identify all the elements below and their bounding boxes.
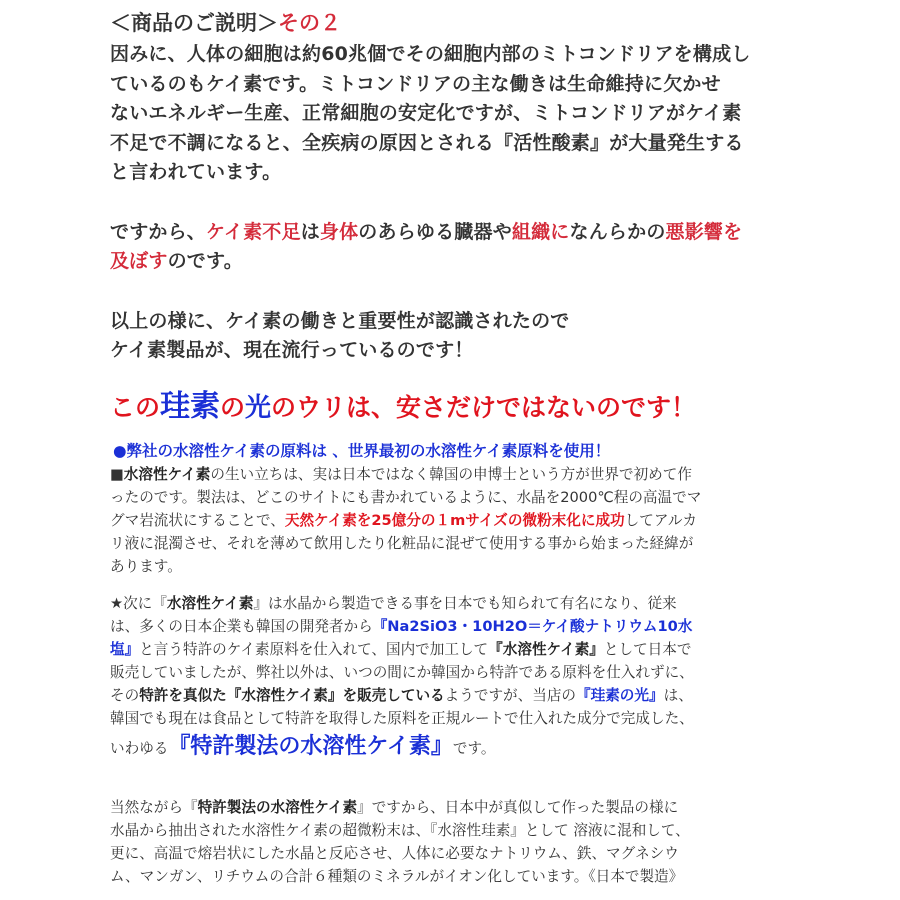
para-line: ったのです。製法は、どこのサイトにも書かれているように、水晶を2000℃程の高温でマ	[110, 488, 702, 506]
heading-prefix: ＜商品のご説明＞	[110, 11, 278, 35]
highlight: 悪影響を	[665, 220, 743, 243]
para-line: 韓国でも現在は食品として特許を取得した原料を正規ルートで仕入れた成分で完成した、	[110, 709, 694, 727]
bold-term: 水溶性ケイ素	[123, 465, 211, 483]
text: のあらゆる臓器や	[358, 220, 512, 243]
text: してアルカ	[624, 511, 698, 529]
highlight: 及ぼす	[110, 250, 168, 272]
para-line: 更に、高温で熔岩状にした水晶と反応させ、人体に必要なナトリウム、鉄、マグネシウ	[110, 844, 679, 862]
para-line: 水晶から抽出された水溶性ケイ素の超微粉末は、『水溶性珪素』として 溶液に混和して、	[110, 821, 690, 839]
bold-term: 特許を真似た『水溶性ケイ素』を販売している	[139, 686, 445, 704]
text: は	[300, 220, 320, 243]
subheading: ●弊社の水溶性ケイ素の原料は 、世界最初の水溶性ケイ素原料を使用！	[113, 441, 611, 460]
intro-line: ているのもケイ素です。ミトコンドリアの主な働きは生命維持に欠かせ	[110, 72, 721, 95]
intro-paragraph	[110, 40, 790, 188]
headline-text: の	[220, 392, 246, 422]
para-line	[110, 592, 790, 615]
effect-line	[110, 247, 790, 277]
brand-word: 珪素	[160, 388, 221, 424]
section-heading	[110, 8, 790, 38]
para-line	[110, 730, 790, 766]
text: は、多くの日本企業も韓国の開発者から	[110, 617, 373, 635]
effect-line	[110, 218, 790, 248]
highlight: 身体	[319, 220, 359, 243]
intro-line: と言われています。	[110, 161, 282, 183]
text: のです。	[167, 250, 243, 272]
manufacturing-paragraph	[110, 796, 790, 888]
heading-accent: その２	[278, 11, 341, 35]
text: と言う特許のケイ素原料を仕入れて、国内で加工して	[139, 640, 489, 658]
chemical-formula: 塩』	[110, 640, 140, 658]
text: として日本で	[603, 640, 692, 658]
highlight: 天然ケイ素を25億分の１mサイズの微粉末化に成功	[284, 511, 625, 529]
text: は、	[663, 686, 693, 704]
bold-term: 水溶性ケイ素	[166, 594, 254, 612]
text: グマ岩流状にすることで、	[110, 511, 285, 529]
para-line	[110, 509, 790, 532]
bold-term: 『水溶性ケイ素』	[488, 640, 604, 658]
summary-line: 以上の様に、ケイ素の働きと重要性が認識されたので	[110, 309, 570, 332]
bullet: ■	[110, 465, 124, 483]
para-line: あります。	[110, 557, 182, 575]
intro-line: 因みに、人体の細胞は約60兆個でその細胞内部のミトコンドリアを構成し	[110, 43, 751, 65]
text: 当然ながら『	[110, 798, 198, 816]
para-line	[110, 796, 790, 819]
brand-name: 『珪素の光』	[576, 686, 664, 704]
headline	[110, 384, 790, 430]
text: いわゆる	[110, 739, 169, 757]
text: ですから、	[110, 220, 207, 243]
text: ★次に『	[110, 594, 167, 612]
para-line	[110, 463, 790, 486]
para-line	[110, 638, 790, 661]
highlight: ケイ素不足	[206, 220, 301, 243]
text: 』ですから、日本中が真似して作った製品の様に	[357, 798, 679, 816]
highlight: 組織に	[511, 220, 570, 243]
text: です。	[452, 739, 496, 757]
effect-paragraph	[110, 218, 790, 277]
intro-line: 不足で不調になると、全疾病の原因とされる『活性酸素』が大量発生する	[110, 131, 744, 154]
headline-text: この	[110, 392, 161, 422]
bold-term: 特許製法の水溶性ケイ素	[197, 798, 358, 816]
para-line: リ液に混濁させ、それを薄めて飲用したり化粧品に混ぜて使用する事から始まった経緯が	[110, 534, 694, 552]
chemical-formula: 『Na2SiO3・10H2O＝ケイ酸ナトリウム10水	[372, 617, 693, 635]
patent-paragraph	[110, 592, 790, 766]
brand-word: 光	[245, 392, 272, 423]
para-line: 販売していましたが、弊社以外は、いつの間にか韓国から特許である原料を仕入れずに、	[110, 663, 694, 681]
text: の生い立ちは、実は日本ではなく韓国の申博士という方が世界で初めて作	[210, 465, 692, 483]
para-line	[110, 615, 790, 638]
text: なんらかの	[569, 220, 666, 243]
text: その	[110, 686, 140, 704]
summary-paragraph	[110, 307, 790, 366]
summary-line: ケイ素製品が、現在流行っているのです！	[110, 339, 474, 361]
text: 』は水晶から製造できる事を日本でも知られて有名になり、従来	[253, 594, 677, 612]
para-line	[110, 684, 790, 707]
intro-line: ないエネルギー生産、正常細胞の安定化ですが、ミトコンドリアがケイ素	[110, 102, 742, 124]
para-line: ム、マンガン、リチウムの合計６種類のミネラルがイオン化しています。《日本で製造》	[110, 867, 684, 885]
headline-text: のウリは、安さだけではないのです！	[271, 392, 697, 422]
patent-title: 『特許製法の水溶性ケイ素』	[168, 733, 453, 759]
text: ようですが、当店の	[444, 686, 577, 704]
product-description	[110, 8, 790, 888]
origin-paragraph	[110, 463, 790, 578]
